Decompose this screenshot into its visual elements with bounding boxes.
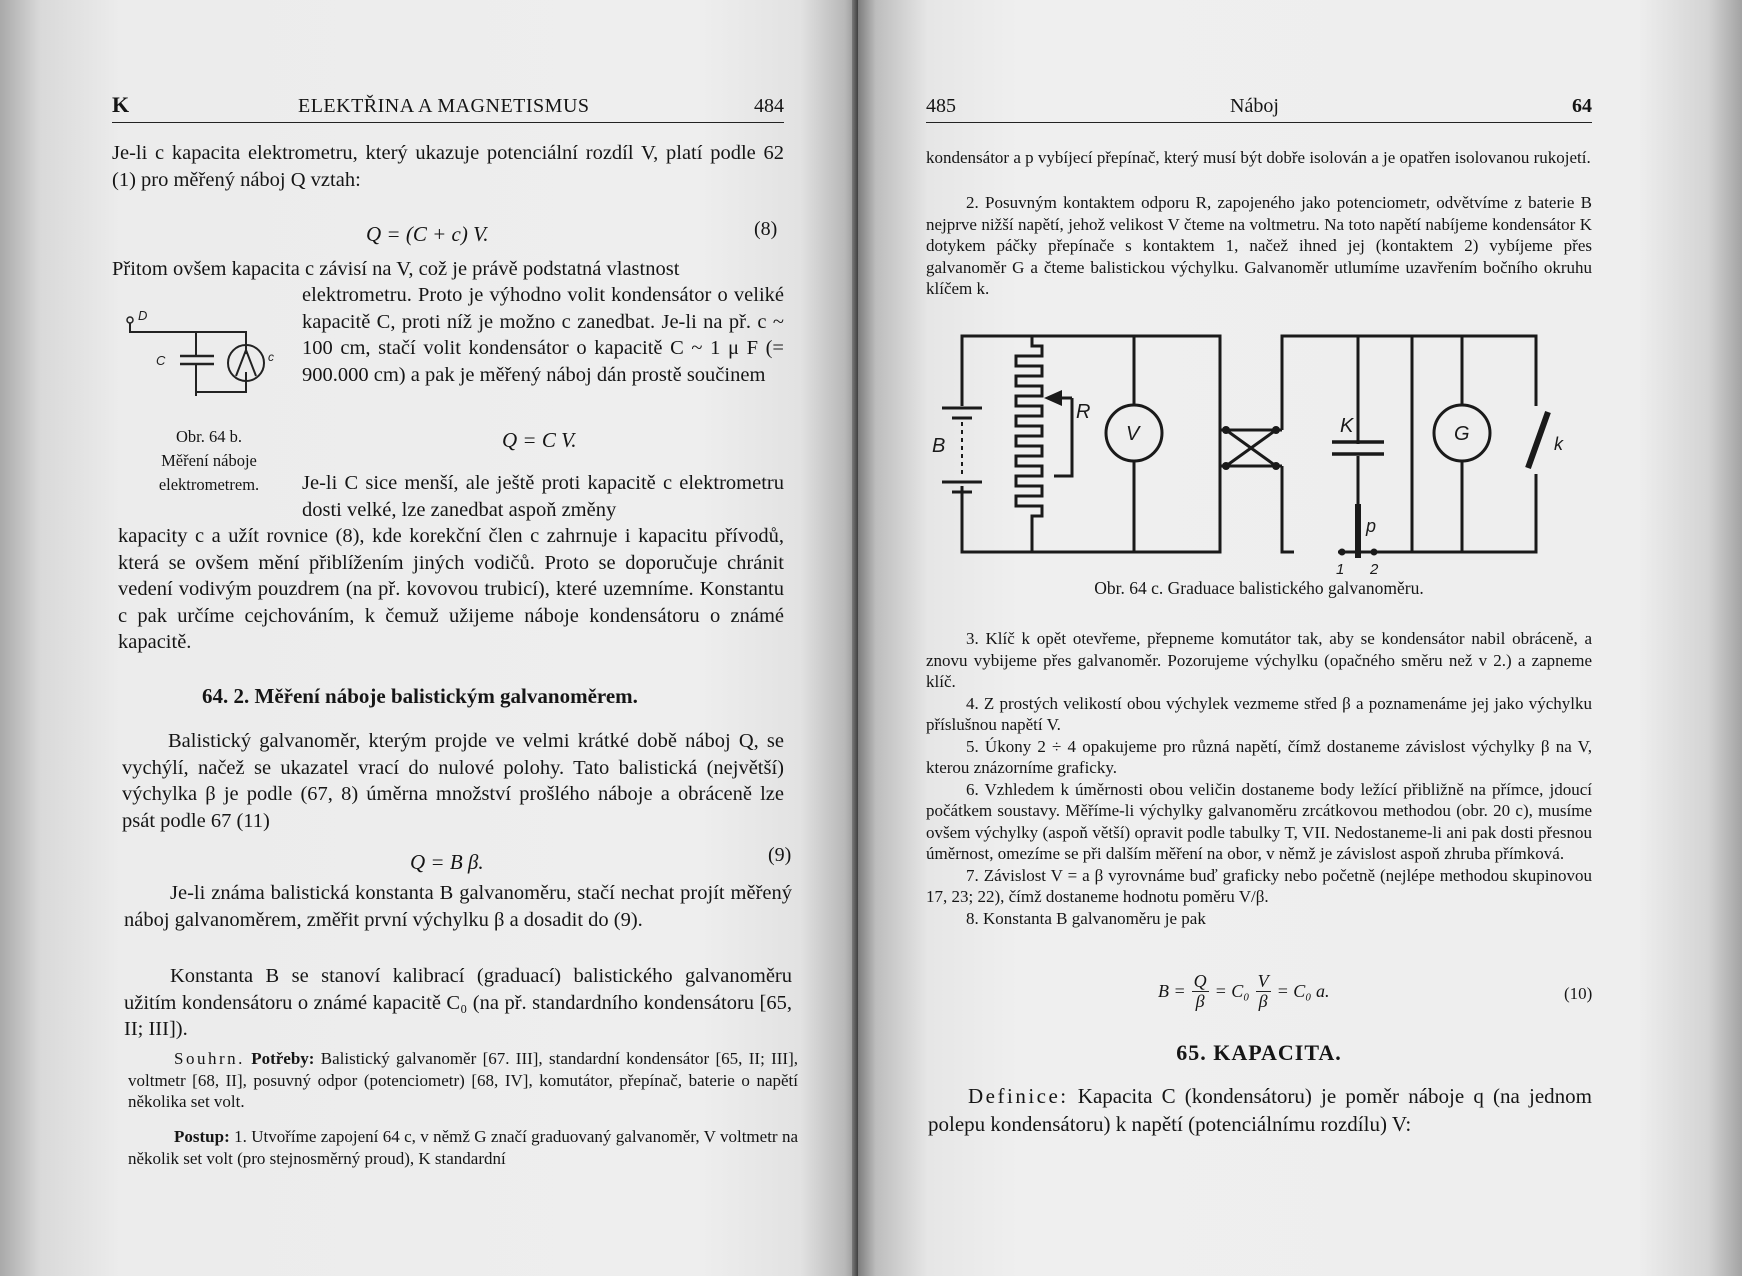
definition-paragraph	[928, 1082, 1592, 1138]
left-page-header	[112, 88, 784, 123]
figure-caption-64c: Obr. 64 c. Graduace balistického galvanoměru.	[1094, 578, 1424, 598]
page-number: 485	[926, 95, 956, 117]
label-d: D	[138, 308, 148, 323]
eq10-denominator: β	[1258, 990, 1268, 1011]
souhrn-text: Balistický galvanoměr [67. III], standardní kondensátor [65, II; III], voltmetr [68, II], posuvný odpor (potenciometr) [68, IV], komutátor, přepínač, baterie o napětí několika set volt.	[128, 1049, 798, 1111]
right-page-header	[926, 88, 1592, 123]
figure-64c-ballistic-galvanometer-circuit	[924, 326, 1584, 588]
equation-number: (8)	[754, 218, 778, 240]
label-key-k: k	[1554, 434, 1563, 454]
figure-caption-64b	[134, 425, 284, 497]
label-contact-1: 1	[1336, 561, 1345, 578]
header-running-title: Náboj	[1230, 95, 1279, 117]
paragraph: kondensátor a p vybíjecí přepínač, který musí být dobře isolován a je opatřen isolovanou rukojetí.	[926, 148, 1591, 167]
section-number: 64	[1572, 95, 1592, 117]
figure-64b-electrometer-circuit	[118, 306, 288, 406]
label-resistor-r: R	[1076, 401, 1091, 423]
eq10-fraction	[1256, 972, 1271, 1011]
definice-text: Kapacita C (kondensátoru) je poměr náboje q (na jednom polepu kondensátoru) k napětí (potenciálnímu rozdílu) V:	[928, 1084, 1592, 1136]
equation-8: Q = (C + c) V.	[366, 222, 489, 246]
paragraph: Je-li známa balistická konstanta B galvanoměru, stačí nechat projít měřený náboj galvanoměrem, změřit první výchylku β a dosadit do (9).	[124, 882, 792, 931]
eq10-part: = C₀	[1214, 980, 1250, 1001]
equation-number: (10)	[1564, 984, 1593, 1003]
equation-q-cv: Q = C V.	[502, 428, 577, 452]
caption-line: Obr. 64 b.	[176, 427, 242, 446]
section-heading-65: 65. KAPACITA.	[1176, 1040, 1342, 1065]
label-capacitor-k: K	[1340, 415, 1354, 437]
equation-number: (9)	[768, 844, 792, 866]
paragraph-line: Přitom ovšem kapacita c závisí na V, což je právě podstatná vlastnost	[112, 258, 680, 280]
postup-text: 1. Utvoříme zapojení 64 c, v němž G značí graduovaný galvanoměr, V voltmetr na několik set volt (pro stejnosměrný proud), K standardní	[128, 1127, 799, 1168]
label-switch-p: p	[1366, 516, 1377, 536]
label-electrometer-c: c	[268, 350, 274, 364]
paragraph: 2. Posuvným kontaktem odporu R, zapojeného jako potenciometr, odvětvíme z baterie B nejprve nižší napětí, jehož velikost V čteme na voltmetru. Na toto napětí nabíjeme kondensátor K dotykem páčky přepínače s kontaktem 1, načež ihned jej (kontaktem 2) vybíjeme přes galvanoměr G a čteme balistickou výchylku. Galvanoměr utlumíme uzavřením bočního okruhu klíčem k.	[926, 193, 1592, 298]
label-contact-2: 2	[1370, 561, 1379, 578]
paragraph: Je-li C sice menší, ale ještě proti kapacitě c elektrometru dosti velké, lze zanedbat aspoň změny	[302, 472, 784, 521]
definice-label: Definice:	[968, 1084, 1069, 1108]
postup-label: Postup:	[174, 1127, 230, 1146]
eq10-part: B =	[1158, 980, 1186, 1001]
page-number: 484	[754, 95, 784, 117]
summary-paragraph	[128, 1048, 798, 1113]
paragraph: Konstanta B se stanoví kalibrací (graduací) balistického galvanoměru užitím kondensátoru o známé kapacitě C₀ (na př. standardního kondensátoru [65, II; III]).	[124, 965, 792, 1041]
caption-line: elektrometrem.	[158, 475, 260, 494]
step-4: 4. Z prostých velikostí obou výchylek vezmeme střed β a poznamenáme jej jako výchylku příslušnou napětí V.	[926, 693, 1592, 734]
step-3: 3. Klíč k opět otevřeme, přepneme komutátor tak, aby se kondensátor nabil obráceně, a znovu vybijeme přes galvanoměr. Pozorujeme výchylku (opačného směru než v 2.) a zapneme klíč.	[926, 629, 1592, 691]
header-chapter-title: ELEKTŘINA A MAGNETISMUS	[298, 95, 590, 117]
right-page	[858, 0, 1742, 1276]
label-battery-b: B	[932, 435, 946, 457]
eq10-denominator: β	[1195, 990, 1205, 1011]
eq10-fraction	[1192, 972, 1209, 1011]
paragraph: Balistický galvanoměr, kterým projde ve velmi krátké době náboj Q, se vychýlí, načež se ukazatel vrací do nulové polohy. Tato balistická (největší) výchylka β je podle (67, 8) úměrna množství prošlého náboje a obráceně lze psát podle 67 (11)	[122, 730, 784, 832]
souhrn-label: Souhrn.	[174, 1049, 245, 1068]
equation-10	[1158, 968, 1330, 1014]
procedure-paragraph	[128, 1126, 798, 1169]
paragraph: elektrometru. Proto je výhodno volit kondensátor o veliké kapacitě C, proti níž je možno c zanedbat. Je-li na př. c ~ 100 cm, stačí volit kondensátor o kapacitě C ~ 1 μ F (= 900.000 cm) a pak je měřený náboj dán prostě součinem	[302, 284, 784, 386]
eq10-part: = C₀ a.	[1276, 980, 1330, 1001]
equation-9: Q = B β.	[410, 850, 484, 874]
step-6: 6. Vzhledem k úměrnosti obou veličin dostaneme body ležící přibližně na přímce, jdoucí počátkem soustavy. Měříme-li výchylky galvanoměru zrcátkovou methodou (obr. 20 c), musíme ovšem výchylky (aspoň větší) opravit podle tabulky T, VII. Nedostaneme-li ani pak dosti přesnou úměrnost, omezíme se při dalším měření na obor, v němž je závislost aspoň zhruba přímková.	[926, 779, 1592, 863]
eq10-numerator: Q	[1193, 970, 1207, 991]
left-page	[0, 0, 858, 1276]
header-section-letter: K	[112, 92, 130, 117]
step-7: 7. Závislost V = a β vyrovnáme buď graficky nebo početně (nejlépe methodou skupinovou 17, 23; 22), čímž dostaneme hodnotu poměru V/β.	[926, 865, 1592, 906]
step-8: 8. Konstanta B galvanoměru je pak	[966, 908, 1206, 928]
paragraph: kapacity c a užít rovnice (8), kde korekční člen c zahrnuje i kapacitu přívodů, která se ovšem mění přiblížením jiných vodičů. Proto se doporučuje chránit vedení vodivým pouzdrem (na př. kovovou trubicí), které uzemníme. Konstantu c pak určíme cejchováním, k čemuž užijeme náboje kondensátoru o známé kapacitě.	[118, 525, 784, 654]
section-heading-64-2: 64. 2. Měření náboje balistickým galvanoměrem.	[202, 684, 638, 708]
potreby-label: Potřeby:	[251, 1049, 315, 1068]
paragraph: Je-li c kapacita elektrometru, který ukazuje potenciální rozdíl V, platí podle 62 (1) pro měřený náboj Q vztah:	[112, 142, 784, 191]
eq10-numerator: V	[1257, 970, 1269, 991]
label-voltmeter-v: V	[1126, 423, 1140, 445]
step-5: 5. Úkony 2 ÷ 4 opakujeme pro různá napětí, čímž dostaneme závislost výchylky β na V, kterou znázorníme graficky.	[926, 736, 1592, 777]
label-galvanometer-g: G	[1454, 423, 1470, 445]
label-capacitor-c: C	[156, 353, 166, 368]
procedure-steps	[926, 628, 1592, 929]
caption-line: Měření náboje	[161, 451, 257, 470]
